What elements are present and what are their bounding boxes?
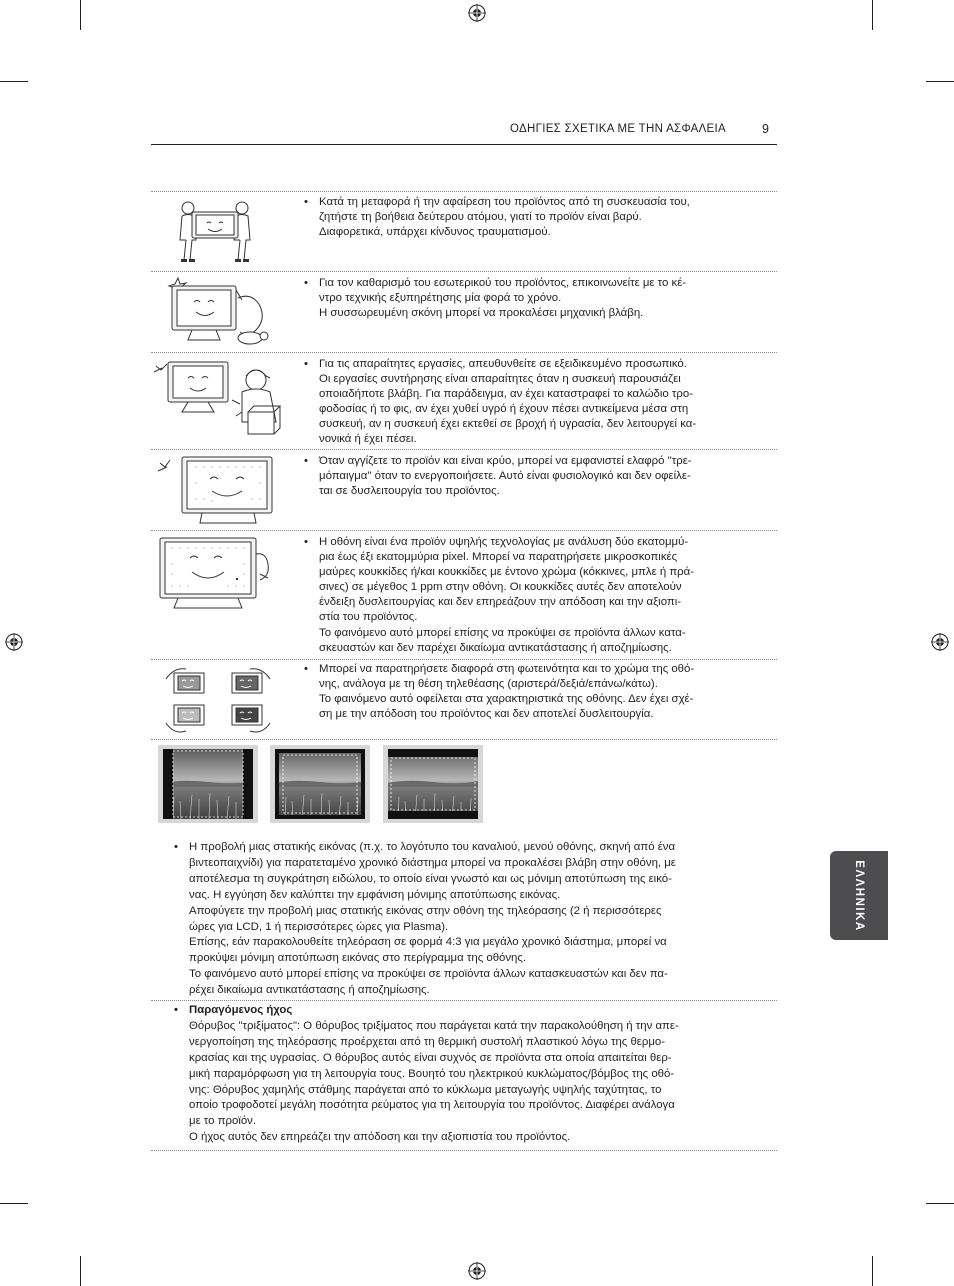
- row-divider: [151, 739, 777, 740]
- row-text-4: [304, 454, 760, 499]
- text-line: μαύρες κουκκίδες ή/και κουκκίδες με έντονο χρώμα (κόκκινες, μπλε ή πρά-: [319, 566, 695, 579]
- crop-mark: [926, 81, 954, 82]
- text-line: • Για τις απαραίτητες εργασίες, απευθυνθείτε σε εξειδικευμένο προσωπικό.: [304, 357, 760, 372]
- text-line: βιντεοπαιχνίδι) για παρατεταμένο χρονικό διάστημα μπορεί να προκαλέσει βλάβη στην οθόνη, με: [189, 856, 676, 869]
- landscape-image-burn-wide-icon: [383, 745, 483, 823]
- section-title: ΟΔΗΓΙΕΣ ΣΧΕΤΙΚΑ ΜΕ ΤΗΝ ΑΣΦΑΛΕΙΑ: [509, 123, 726, 135]
- service-technician-icon: [152, 356, 292, 446]
- text-line: νονικά ή έχει πέσει.: [319, 433, 417, 446]
- text-line: ται σε δυσλειτουργία του προϊόντος.: [319, 485, 500, 498]
- pixel-screen-tv-icon: [152, 534, 292, 614]
- row-divider: [151, 1000, 777, 1001]
- row-divider: [151, 449, 777, 450]
- row-text-1: [304, 195, 760, 240]
- text-line: σκευαστών και δεν παρέχει δικαίωμα αντικατάστασης ή αποζημίωσης.: [319, 641, 672, 654]
- text-line: Οι εργασίες συντήρησης είναι απαραίτητες όταν η συσκευή παρουσιάζει: [319, 373, 681, 386]
- text-line: νης, ανάλογα με τη θέση τηλεθέασης (αριστερά/δεξιά/επάνω/κάτω).: [319, 678, 658, 691]
- text-line: με το προϊόν.: [189, 1115, 257, 1128]
- text-line: νης: Θόρυβος χαμηλής στάθμης παράγεται από το κύκλωμα μεταγωγής υψηλής ταχύτητας, το: [189, 1083, 662, 1096]
- text-line: νας. Η εγγύηση δεν καλύπτει την εμφάνιση μόνιμης αποτύπωσης εικόνας.: [189, 888, 561, 901]
- text-line: Η συσσωρευμένη σκόνη μπορεί να προκαλέσει μηχανική βλάβη.: [319, 307, 644, 320]
- text-line: Θόρυβος "τριξίματος": Ο θόρυβος τριξίματος που παράγεται κατά την παρακολούθηση ή την απε-: [189, 1019, 679, 1032]
- text-line: Αποφύγετε την προβολή μιας στατικής εικόνας στην οθόνη της τηλεόρασης (2 ή περισσότερες: [189, 904, 662, 917]
- registration-mark-icon: [468, 4, 486, 22]
- row-divider: [151, 659, 777, 660]
- text-line: Το φαινόμενο αυτό οφείλεται στα χαρακτηριστικά της οθόνης. Δεν έχει σχέ-: [319, 693, 694, 706]
- text-line: • Η προβολή μιας στατικής εικόνας (π.χ. το λογότυπο του καναλιού, μενού οθόνης, σκηνή από ένα: [174, 840, 762, 856]
- text-line: μική παραμόρφωση για τη λειτουργία τους. Βουητό του ηλεκτρικού κυκλώματος/βόμβος της οθό-: [189, 1067, 675, 1080]
- page-number: 9: [762, 122, 769, 136]
- registration-mark-icon: [931, 633, 949, 651]
- row-divider: [151, 271, 777, 272]
- text-line: αποτέλεσμα τη συγκράτηση ειδώλου, το οποίο είναι γνωστό και ως μόνιμη αποτύπωση της εικό-: [189, 872, 672, 885]
- row-text-2: [304, 276, 760, 321]
- crop-mark: [926, 1203, 954, 1204]
- header-rule: [151, 144, 777, 145]
- row-text-5: [304, 535, 760, 656]
- text-line: Το φαινόμενο αυτό μπορεί επίσης να προκύψει σε προϊόντα άλλων κατα-: [319, 626, 686, 639]
- noise-heading: • Παραγόμενος ήχος: [174, 1003, 762, 1019]
- crop-mark: [0, 81, 28, 82]
- crop-mark: [80, 0, 81, 30]
- row-text-3: [304, 357, 760, 448]
- crop-mark: [0, 1203, 28, 1204]
- row-text-6: [304, 662, 760, 722]
- text-line: • Κατά τη μεταφορά ή την αφαίρεση του προϊόντος από τη συσκευασία του,: [304, 195, 760, 210]
- text-line: Ο ήχος αυτός δεν επηρεάζει την απόδοση και την αξιοπιστία του προϊόντος.: [189, 1131, 571, 1144]
- text-line: φοδοσίας ή το φις, αν έχει χυθεί υγρό ή έχουν πέσει αντικείμενα μέσα στη: [319, 403, 689, 416]
- crop-mark: [80, 1256, 81, 1286]
- text-line: Επίσης, εάν παρακολουθείτε τηλεόραση σε φορμά 4:3 για μεγάλο χρονικό διάστημα, μπορεί να: [189, 936, 667, 949]
- language-tab: [830, 851, 888, 940]
- text-line: σινες) σε μέγεθος 1 ppm στην οθόνη. Οι κουκκίδες αυτές δεν αποτελούν: [319, 581, 682, 594]
- registration-mark-icon: [5, 633, 23, 651]
- text-line: ση με την απόδοση του προϊόντος και δεν αποτελεί δυσλειτουργία.: [319, 708, 654, 721]
- text-line: ένδειξη δυσλειτουργίας και δεν επηρεάζουν την απόδοση και την αξιοπι-: [319, 596, 682, 609]
- text-line: ρια έως έξι εκατομμύρια pixel. Μπορεί να παρατηρήσετε μικροσκοπικές: [319, 551, 678, 564]
- text-line: νεργοποίηση της τηλεόρασης προέρχεται από τη θερμική συστολή πλαστικού λόγω της θερμο-: [189, 1035, 666, 1048]
- text-line: ζητήστε τη βοήθεια δεύτερου ατόμου, γιατί το προϊόν είναι βαρύ.: [319, 211, 642, 224]
- text-line: • Η οθόνη είναι ένα προϊόν υψηλής τεχνολογίας με ανάλυση δύο εκατομμύ-: [304, 535, 760, 550]
- text-line: ώρες για LCD, 1 ή περισσότερες ώρες για Plasma).: [189, 920, 449, 933]
- cold-tv-flicker-icon: [152, 453, 292, 527]
- text-line: Διαφορετικά, υπάρχει κίνδυνος τραυματισμού.: [319, 226, 551, 239]
- language-tab-label: ΕΛΛΗΝΙΚΑ: [853, 859, 865, 932]
- text-line: • Για τον καθαρισμό του εσωτερικού του προϊόντος, επικοινωνείτε με το κέ-: [304, 276, 760, 291]
- text-line: Το φαινόμενο αυτό μπορεί επίσης να προκύψει σε προϊόντα άλλων κατασκευαστών και δεν πα-: [189, 968, 668, 981]
- text-line: συσκευή, αν η συσκευή έχει εκτεθεί σε βροχή ή υγρασία, δεν λειτουργεί κα-: [319, 418, 697, 431]
- text-line: ντρο τεχνικής εξυπηρέτησης μία φορά το χρόνο.: [319, 292, 562, 305]
- row-divider: [151, 352, 777, 353]
- text-line: μόπαιγμα" όταν το ενεργοποιήσετε. Αυτό είναι φυσιολογικό και δεν οφείλε-: [319, 470, 691, 483]
- text-line: • Μπορεί να παρατηρήσετε διαφορά στη φωτεινότητα και το χρώμα της οθό-: [304, 662, 760, 677]
- row-divider: [151, 530, 777, 531]
- text-line: οποίο τροφοδοτεί μεγάλη ποσότητα ρεύματος για τη λειτουργία του προϊόντος. Διαφέρει ανάλογα: [189, 1099, 675, 1112]
- tv-vacuum-cleaning-icon: [152, 274, 292, 349]
- text-line: οποιαδήποτε βλάβη. Για παράδειγμα, αν έχει καταστραφεί το καλώδιο τρο-: [319, 388, 693, 401]
- registration-mark-icon: [468, 1262, 486, 1280]
- noise-paragraph: [174, 1003, 762, 1146]
- text-line: • Όταν αγγίζετε το προϊόν και είναι κρύο, μπορεί να εμφανιστεί ελαφρό "τρε-: [304, 454, 760, 469]
- text-line: ρέχει δικαίωμα αντικατάστασης ή αποζημίωσης.: [189, 984, 430, 997]
- viewing-angle-tvs-icon: [152, 665, 292, 735]
- text-line: προκύψει μόνιμη αποτύπωση εικόνας στο περίγραμμα της οθόνης.: [189, 952, 527, 965]
- static-image-paragraph: [174, 840, 762, 999]
- landscape-image-burn-frame-icon: [270, 745, 370, 823]
- two-people-carrying-tv-icon: [152, 196, 292, 266]
- text-line: στία του προϊόντος.: [319, 611, 418, 624]
- row-divider: [151, 1150, 777, 1151]
- landscape-image-burn-4-3-icon: [158, 745, 258, 823]
- crop-mark: [872, 0, 873, 30]
- crop-mark: [872, 1256, 873, 1286]
- row-divider: [151, 191, 777, 192]
- text-line: κρασίας και της υγρασίας. Ο θόρυβος αυτός είναι συχνός σε προϊόντα στα οποία απαιτείται θερ-: [189, 1051, 672, 1064]
